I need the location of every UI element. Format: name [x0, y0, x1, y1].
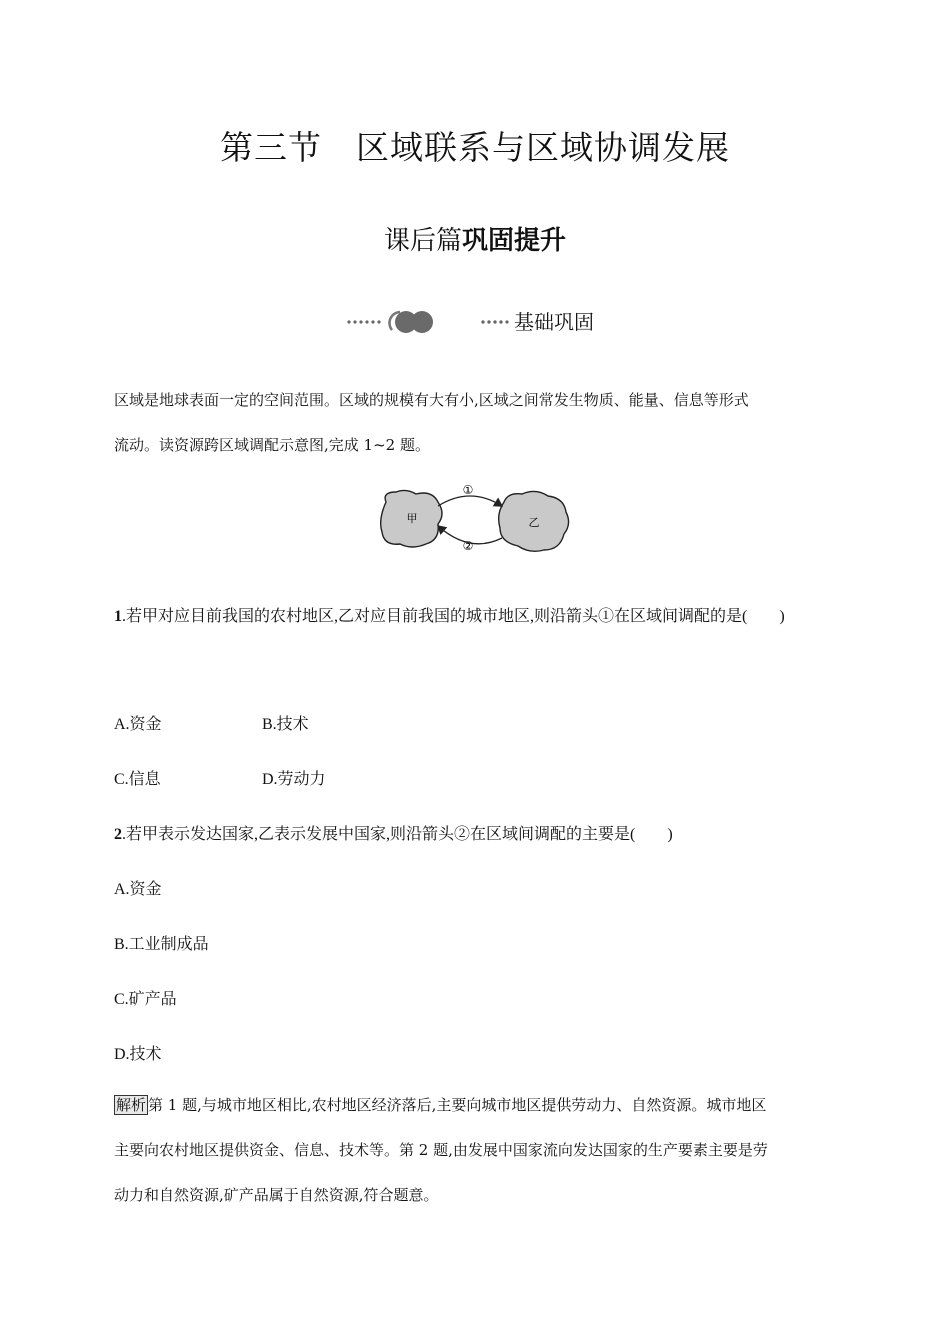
q2-option-c[interactable]: C.矿产品	[114, 991, 177, 1008]
question-2-text: .若甲表示发达国家,乙表示发展中国家,则沿箭头②在区域间调配的主要是( )	[122, 826, 673, 843]
q1-option-b[interactable]: B.技术	[262, 716, 309, 733]
region-b-label: 乙	[528, 516, 540, 529]
region-flow-diagram	[376, 480, 576, 560]
section-label: 基础巩固	[514, 310, 594, 334]
q1-option-a[interactable]: A.资金	[114, 716, 162, 733]
subtitle-normal: 课后篇	[383, 226, 462, 256]
q2-option-a[interactable]: A.资金	[114, 881, 162, 898]
q1-option-c[interactable]: C.信息	[114, 771, 161, 788]
question-2-number: 2	[114, 826, 122, 843]
region-a-label: 甲	[406, 512, 418, 525]
question-2	[114, 821, 673, 844]
resource-diagram	[376, 480, 576, 564]
section-dots-right	[480, 309, 514, 339]
question-1-number: 1	[114, 608, 122, 625]
analysis-line-1: 第 1 题,与城市地区相比,农村地区经济落后,主要向城市地区提供劳动力、自然资源。城市地区	[148, 1096, 767, 1114]
intro-line-2: 流动。读资源跨区域调配示意图,完成 1~2 题。	[114, 436, 430, 454]
page-subtitle	[0, 220, 950, 257]
q1-option-d[interactable]: D.劳动力	[262, 771, 326, 788]
analysis-line-3: 动力和自然资源,矿产品属于自然资源,符合题意。	[114, 1186, 439, 1204]
dots-icon	[480, 309, 514, 335]
intro-paragraph	[114, 378, 844, 468]
q2-option-b[interactable]: B.工业制成品	[114, 936, 209, 953]
q2-option-d[interactable]: D.技术	[114, 1046, 162, 1063]
arrow-2-label: ②	[462, 539, 474, 553]
page-title: 第三节 区域联系与区域协调发展	[220, 128, 730, 167]
analysis-tag: 解析	[116, 1096, 147, 1114]
question-1-text: .若甲对应目前我国的农村地区,乙对应目前我国的城市地区,则沿箭头①在区域间调配的是( )	[122, 608, 785, 625]
arrow-1-label: ①	[462, 483, 474, 497]
analysis-paragraph	[114, 1083, 844, 1218]
subtitle-bold: 巩固提升	[462, 226, 567, 256]
arrow-1	[438, 496, 502, 506]
analysis-line-2: 主要向农村地区提供资金、信息、技术等。第 2 题,由发展中国家流向发达国家的生产要素主要是劳	[114, 1141, 768, 1159]
intro-line-1: 区域是地球表面一定的空间范围。区域的规模有大有小,区域之间常发生物质、能量、信息等形式	[114, 391, 749, 409]
question-1	[114, 603, 785, 626]
